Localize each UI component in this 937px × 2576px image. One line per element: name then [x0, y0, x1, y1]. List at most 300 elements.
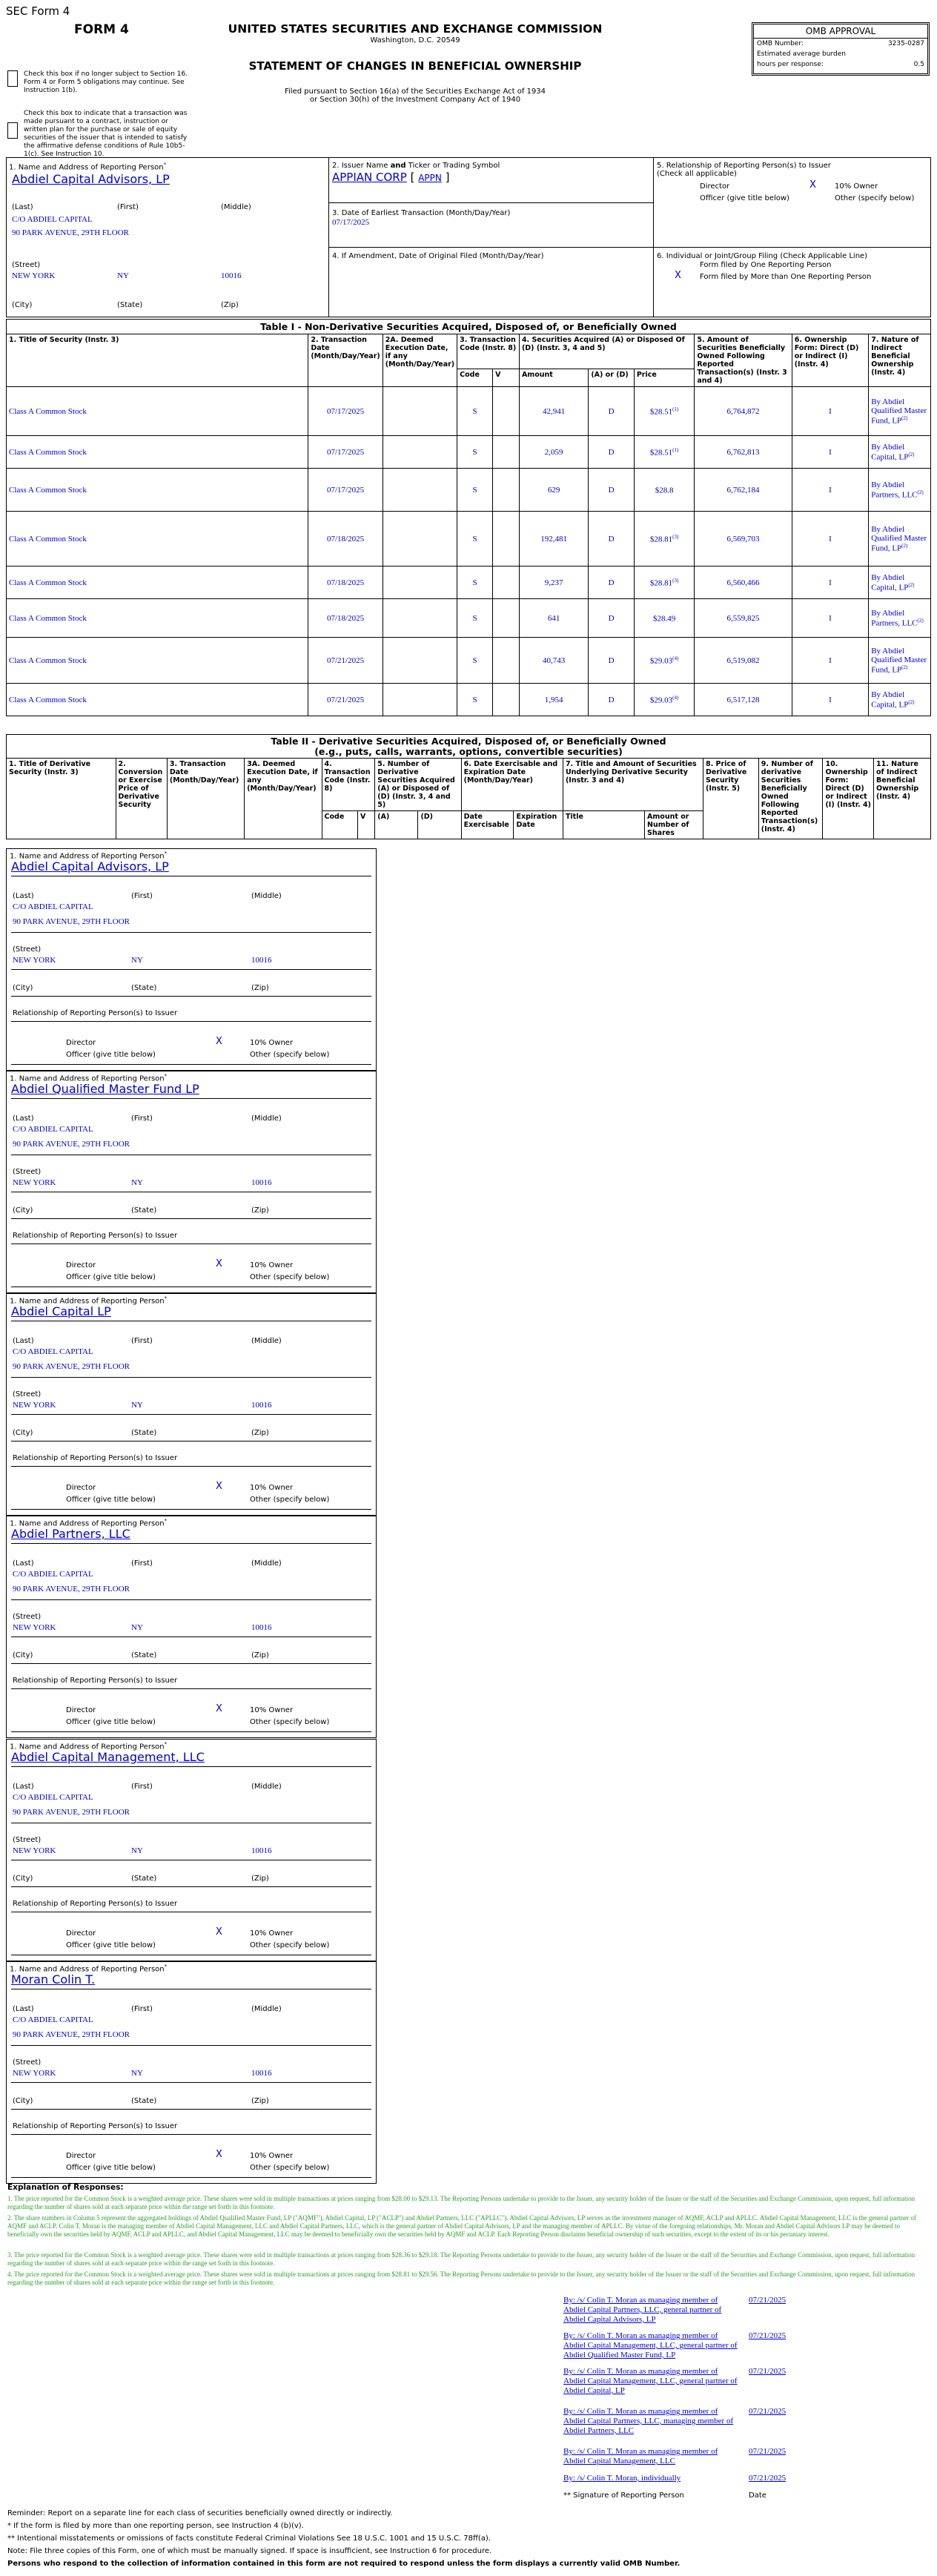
t2-h-exercisable: 6. Date Exercisable and Expiration Date (Month/Day/Year)	[461, 759, 563, 811]
rp-ten-owner: 10% Owner	[250, 1706, 294, 1714]
rp-middle-label: (Middle)	[251, 1783, 282, 1791]
cell-ownership-form-value: I	[829, 613, 832, 623]
cell-owned	[695, 387, 792, 436]
cell-security	[7, 469, 308, 512]
box1-street-label: (Street)	[12, 261, 41, 269]
box3-value: 07/17/2025	[332, 218, 370, 227]
footer-note-2: ** Intentional misstatements or omissions of facts constitute Federal Criminal Violations See 18 U.S.C. 1001 and 15 U.S.C. 78ff(a).	[7, 2534, 491, 2543]
cell-price	[634, 567, 695, 599]
rp-zip: 10016	[251, 1178, 272, 1187]
rp-person-name-link[interactable]: Abdiel Capital LP	[11, 1304, 111, 1318]
rp-first-label: (First)	[131, 892, 153, 900]
cell-code	[457, 567, 493, 599]
cell-owned-value: 6,762,813	[726, 447, 760, 457]
t1-h-form: 6. Ownership Form: Direct (D) or Indirect (I) (Instr. 4)	[792, 334, 868, 387]
cell-a-or-d	[589, 599, 635, 638]
rp-ten-owner-check: X	[216, 1703, 222, 1714]
rp-zip: 10016	[251, 1623, 272, 1632]
cell-amount-value: 192,481	[540, 534, 568, 544]
rp-city-label: (City)	[13, 1651, 33, 1659]
box1-reporting-person: 1. Name and Address of Reporting Person* Abdiel Capital Advisors, LP (Last) (First) (Middle) C/O ABDIEL CAPITAL 90 PARK AVENUE, 29TH FLOOR (Street) NEW YORK NY 10016 (City) (State) (Zip)	[6, 157, 329, 317]
footnote-ref: (2)	[901, 664, 908, 670]
omb-title: OMB APPROVAL	[754, 24, 927, 39]
cell-price-value: $28.51	[649, 448, 673, 458]
t1-h-owned: 5. Amount of Securities Beneficially Owned Following Reported Transaction(s) (Instr. 3 and 4)	[695, 334, 792, 387]
rp-officer: Officer (give title below)	[66, 1718, 156, 1726]
cell-ownership-form	[792, 599, 868, 638]
t2-h-amt-sub: Amount or Number of Shares	[645, 811, 703, 839]
rp-address-2: 90 PARK AVENUE, 29TH FLOOR	[13, 917, 130, 926]
cell-owned-value: 6,764,872	[726, 406, 760, 416]
rp-state: NY	[131, 2069, 143, 2078]
signature-date[interactable]: 07/21/2025	[749, 2296, 787, 2305]
t1-h-title: 1. Title of Security (Instr. 3)	[7, 334, 308, 387]
rp-star: *	[164, 1295, 168, 1301]
rp-relationship-label: Relationship of Reporting Person(s) to Issuer	[13, 2122, 178, 2130]
cell-security	[7, 684, 308, 716]
rp-director: Director	[66, 1929, 96, 1938]
cell-owned	[695, 567, 792, 599]
rp-relationship-label: Relationship of Reporting Person(s) to Issuer	[13, 1677, 178, 1685]
cell-ownership-form-value: I	[829, 447, 832, 457]
rp-director: Director	[66, 1484, 96, 1492]
table-row	[7, 567, 931, 599]
cell-ownership-form	[792, 567, 868, 599]
rp-address-1: C/O ABDIEL CAPITAL	[13, 1570, 93, 1579]
cell-owned	[695, 638, 792, 684]
box1-last-label: (Last)	[12, 203, 33, 211]
rp-last-label: (Last)	[13, 1114, 34, 1123]
rp-star: *	[164, 1741, 168, 1747]
rp-zip: 10016	[251, 1846, 272, 1855]
rp-address-2: 90 PARK AVENUE, 29TH FLOOR	[13, 1140, 130, 1149]
t2-h-title-sub: Title	[563, 811, 644, 839]
footnote-ref: (2)	[917, 617, 924, 624]
cell-deemed	[383, 436, 457, 469]
rp-other: Other (specify below)	[250, 2164, 330, 2172]
rp-person-name-link[interactable]: Abdiel Capital Advisors, LP	[11, 859, 169, 873]
cell-code	[457, 469, 493, 512]
cell-date	[308, 638, 383, 684]
rp-zip-label: (Zip)	[251, 1875, 269, 1883]
cell-ownership-form	[792, 436, 868, 469]
rp-ten-owner: 10% Owner	[250, 2152, 294, 2160]
cell-ownership-form-value: I	[829, 695, 832, 704]
t2-h-underlying: 7. Title and Amount of Securities Underlying Derivative Security (Instr. 3 and 4)	[563, 759, 703, 811]
cell-a-or-d-value: D	[608, 613, 615, 623]
rp-officer: Officer (give title below)	[66, 1273, 156, 1281]
signature-label: ** Signature of Reporting Person	[563, 2491, 684, 2500]
rp-state-label: (State)	[131, 1206, 157, 1215]
cell-price	[634, 387, 695, 436]
cell-code-value: S	[472, 578, 477, 587]
t2-h-exp-sub: Expiration Date	[514, 811, 563, 839]
box1-address-1: C/O ABDIEL CAPITAL	[12, 215, 93, 224]
cell-date	[308, 387, 383, 436]
t2-h-price: 8. Price of Derivative Security (Instr. 5)	[703, 759, 759, 839]
rp-other: Other (specify below)	[250, 1496, 330, 1504]
rp-director: Director	[66, 1261, 96, 1269]
cell-nature-value: By Abdiel Qualified Master Fund, LP	[871, 646, 927, 675]
cell-ownership-form-value: I	[829, 534, 832, 544]
rp-address-2: 90 PARK AVENUE, 29TH FLOOR	[13, 2030, 130, 2039]
cell-price-value: $28.8	[655, 486, 674, 495]
t2-h-owned: 9. Number of derivative Securities Beneficially Owned Following Reported Transaction(s) (Instr. 4)	[758, 759, 823, 839]
cell-v	[493, 387, 520, 436]
rp-middle-label: (Middle)	[251, 1559, 282, 1568]
rp-ten-owner: 10% Owner	[250, 1484, 294, 1492]
filed-pursuant: Filed pursuant to Section 16(a) of the Securities Exchange Act of 1934	[285, 87, 546, 96]
box6-more-check: X	[675, 270, 681, 281]
cell-owned	[695, 512, 792, 567]
cell-security	[7, 436, 308, 469]
cell-ownership-form	[792, 469, 868, 512]
box5-officer: Officer (give title below)	[700, 194, 789, 202]
footnote-ref: (4)	[672, 694, 679, 701]
table1-title: Table I - Non-Derivative Securities Acquired, Disposed of, or Beneficially Owned	[6, 319, 931, 334]
box1-state-label: (State)	[117, 301, 143, 309]
rp-officer: Officer (give title below)	[66, 1051, 156, 1059]
signature-date[interactable]: 07/21/2025	[749, 2331, 787, 2340]
rp-ten-owner-check: X	[216, 2149, 222, 2160]
rp-ten-owner-check: X	[216, 1258, 222, 1269]
footnote-ref: (2)	[901, 415, 908, 421]
cell-amount-value: 42,941	[543, 406, 566, 416]
cell-v	[493, 638, 520, 684]
t1-h-price-sub: Price	[634, 369, 695, 386]
cell-date-value: 07/21/2025	[326, 655, 365, 665]
cell-date	[308, 567, 383, 599]
rp-officer: Officer (give title below)	[66, 1496, 156, 1504]
box4-amendment	[329, 248, 654, 317]
cell-amount	[519, 387, 588, 436]
rp-star: *	[164, 1964, 168, 1969]
rp-zip: 10016	[251, 1401, 272, 1410]
cell-owned-value: 6,569,703	[726, 534, 760, 544]
rp-person-name-link[interactable]: Abdiel Qualified Master Fund LP	[11, 1082, 199, 1096]
rp-address-1: C/O ABDIEL CAPITAL	[13, 1125, 93, 1134]
omb-hours-label: hours per response:	[757, 61, 824, 68]
table-row	[7, 638, 931, 684]
cell-security-value: Class A Common Stock	[9, 695, 87, 704]
t1-h-deemed: 2A. Deemed Execution Date, if any (Month/Day/Year)	[383, 334, 457, 387]
rp-zip-label: (Zip)	[251, 2097, 269, 2105]
cell-code-value: S	[472, 485, 477, 495]
box5-label: 5. Relationship of Reporting Person(s) to Issuer	[657, 162, 831, 170]
box2-label-and: and	[390, 162, 406, 170]
cell-amount-value: 629	[547, 485, 560, 495]
reporting-person-block	[6, 1071, 377, 1293]
rp-city: NEW YORK	[13, 1623, 56, 1632]
cell-date-value: 07/18/2025	[326, 578, 365, 587]
cell-ownership-form-value: I	[829, 578, 832, 587]
cell-owned-value: 6,762,184	[726, 485, 760, 495]
t2-h-form: 10. Ownership Form: Direct (D) or Indirect (I) (Instr. 4)	[823, 759, 874, 839]
rp-first-label: (First)	[131, 1783, 153, 1791]
box1-state: NY	[117, 271, 129, 280]
table2	[6, 758, 931, 839]
footnote-ref: (3)	[672, 533, 679, 540]
t1-h-ad-sub: (A) or (D)	[589, 369, 635, 386]
rp-director: Director	[66, 1706, 96, 1714]
cell-price	[634, 512, 695, 567]
cell-a-or-d-value: D	[608, 485, 615, 495]
cell-owned-value: 6,560,466	[726, 578, 760, 587]
cell-date	[308, 436, 383, 469]
cell-owned-value: 6,517,128	[726, 695, 760, 704]
form-name: FORM 4	[74, 22, 129, 37]
rp-street-label: (Street)	[13, 1390, 42, 1398]
rp-address-1: C/O ABDIEL CAPITAL	[13, 902, 93, 911]
cell-nature	[869, 436, 931, 469]
rp-zip: 10016	[251, 956, 272, 965]
t1-h-v-sub: V	[493, 369, 520, 386]
cell-date	[308, 599, 383, 638]
footer-note-1: * If the form is filed by more than one reporting person, see Instruction 4 (b)(v).	[7, 2522, 304, 2530]
t1-h-date: 2. Transaction Date (Month/Day/Year)	[308, 334, 383, 387]
box1-city-label: (City)	[12, 301, 33, 309]
signature-text[interactable]: By: /s/ Colin T. Moran as managing member of Abdiel Capital Partners, LLC, managing member of Abdiel Partners, LLC	[563, 2407, 734, 2435]
rp-last-label: (Last)	[13, 1559, 34, 1568]
rp-ten-owner-check: X	[216, 1036, 222, 1047]
agency-title: UNITED STATES SECURITIES AND EXCHANGE COMMISSION	[228, 22, 603, 36]
signature-date[interactable]: 07/21/2025	[749, 2367, 787, 2376]
rp-city: NEW YORK	[13, 1846, 56, 1855]
checkbox-10b5-1[interactable]	[7, 122, 18, 139]
cell-ownership-form	[792, 638, 868, 684]
signature-date[interactable]: 07/21/2025	[749, 2447, 787, 2456]
rp-ten-owner: 10% Owner	[250, 1261, 294, 1269]
rp-star: *	[164, 1073, 168, 1079]
rp-other: Other (specify below)	[250, 1273, 330, 1281]
cell-v	[493, 567, 520, 599]
cell-date-value: 07/17/2025	[326, 447, 365, 457]
table1	[6, 334, 931, 716]
footnote-ref: (3)	[672, 577, 679, 584]
rp-ten-owner: 10% Owner	[250, 1039, 294, 1047]
cell-security-value: Class A Common Stock	[9, 655, 87, 665]
table2-title-block	[6, 734, 931, 759]
cell-code	[457, 638, 493, 684]
rp-person-name-link[interactable]: Abdiel Capital Management, LLC	[11, 1750, 205, 1764]
rp-city-label: (City)	[13, 1429, 33, 1437]
reporting-person-block	[6, 848, 377, 1071]
rp-middle-label: (Middle)	[251, 1114, 282, 1123]
cell-nature-value: By Abdiel Capital, LP	[871, 572, 909, 592]
cell-amount	[519, 512, 588, 567]
rp-state: NY	[131, 1623, 143, 1632]
rp-first-label: (First)	[131, 2005, 153, 2013]
cell-code	[457, 512, 493, 567]
signature-text[interactable]: By: /s/ Colin T. Moran as managing member of Abdiel Capital Management, LLC	[563, 2447, 718, 2466]
cell-nature	[869, 512, 931, 567]
rp-director: Director	[66, 1039, 96, 1047]
signature-date[interactable]: 07/21/2025	[749, 2474, 787, 2483]
signature-date-label: Date	[749, 2491, 767, 2500]
cell-price	[634, 684, 695, 716]
signature-text[interactable]: By: /s/ Colin T. Moran as managing member of Abdiel Capital Management, LLC, general partner of Abdiel Qualified Master Fund, LP	[563, 2331, 738, 2359]
reporting-person-block	[6, 1516, 377, 1738]
cell-deemed	[383, 567, 457, 599]
cell-a-or-d-value: D	[608, 534, 615, 544]
cell-date	[308, 469, 383, 512]
cell-deemed	[383, 599, 457, 638]
cell-code	[457, 436, 493, 469]
rp-relationship-label: Relationship of Reporting Person(s) to Issuer	[13, 1454, 178, 1462]
cell-v	[493, 684, 520, 716]
rp-other: Other (specify below)	[250, 1051, 330, 1059]
cell-amount	[519, 684, 588, 716]
box1-address-2: 90 PARK AVENUE, 29TH FLOOR	[12, 228, 129, 237]
cell-a-or-d	[589, 567, 635, 599]
rp-person-name-link[interactable]: Moran Colin T.	[11, 1972, 96, 1987]
cell-amount-value: 641	[547, 613, 560, 623]
rp-state-label: (State)	[131, 2097, 157, 2105]
ticker-link[interactable]: APPN	[418, 173, 442, 183]
t1-h-code: 3. Transaction Code (Instr. 8)	[457, 334, 520, 369]
rp-street-label: (Street)	[13, 1168, 42, 1176]
rp-ten-owner-check: X	[216, 1926, 222, 1938]
cell-price	[634, 599, 695, 638]
cell-ownership-form	[792, 684, 868, 716]
rp-city-label: (City)	[13, 2097, 33, 2105]
cell-date	[308, 512, 383, 567]
box6-one: Form filed by One Reporting Person	[700, 261, 832, 269]
box5-ten-owner-check: X	[809, 179, 816, 191]
rp-other: Other (specify below)	[250, 1718, 330, 1726]
box5-ten-owner: 10% Owner	[835, 182, 878, 191]
footnote-ref: (1)	[672, 446, 679, 453]
cell-nature	[869, 684, 931, 716]
rp-ten-owner-check: X	[216, 1481, 222, 1492]
rp-first-label: (First)	[131, 1337, 153, 1345]
table-row	[7, 599, 931, 638]
footnote-ref: (2)	[917, 489, 924, 495]
cell-nature-value: By Abdiel Qualified Master Fund, LP	[871, 524, 927, 553]
signature-text[interactable]: By: /s/ Colin T. Moran as managing member of Abdiel Capital Management, LLC, general partner of Abdiel Capital, LP	[563, 2367, 738, 2395]
signature-date[interactable]: 07/21/2025	[749, 2407, 787, 2416]
rp-relationship-label: Relationship of Reporting Person(s) to Issuer	[13, 1900, 178, 1908]
rp-state: NY	[131, 1178, 143, 1187]
issuer-link[interactable]: APPIAN CORP	[332, 171, 407, 184]
explanation-title: Explanation of Responses:	[7, 2183, 124, 2192]
cell-security-value: Class A Common Stock	[9, 447, 87, 457]
cell-a-or-d-value: D	[608, 578, 615, 587]
rp-zip: 10016	[251, 2069, 272, 2078]
box5-sub: (Check all applicable)	[657, 170, 737, 178]
omb-box	[752, 22, 930, 76]
cell-deemed	[383, 638, 457, 684]
cell-owned-value: 6,519,082	[726, 655, 760, 665]
cell-code	[457, 684, 493, 716]
rp-state-label: (State)	[131, 1875, 157, 1883]
rp-middle-label: (Middle)	[251, 892, 282, 900]
rp-last-label: (Last)	[13, 2005, 34, 2013]
rp-person-name-link[interactable]: Abdiel Partners, LLC	[11, 1527, 130, 1541]
cell-owned	[695, 599, 792, 638]
box6-filing	[654, 248, 931, 317]
footnote-3: 3. The price reported for the Common Stock is a weighted average price. These shares were sold in multiple transactions at prices ranging from $28.36 to $29.18. The Reporting Persons undertake to provide to the Issuer, any security holder of the Issuer or the staff of the Securities and Exchange Commission, upon request, full information regarding the number of shares sold at each separate price within the range set forth in this footnote.	[7, 2251, 916, 2267]
cell-amount-value: 1,954	[544, 695, 563, 704]
t1-h-acquired: 4. Securities Acquired (A) or Disposed Of (D) (Instr. 3, 4 and 5)	[519, 334, 694, 369]
cell-nature	[869, 387, 931, 436]
rp-state: NY	[131, 956, 143, 965]
cell-v	[493, 436, 520, 469]
table-row	[7, 387, 931, 436]
rp-city: NEW YORK	[13, 1401, 56, 1410]
cell-security	[7, 567, 308, 599]
box4-label: 4. If Amendment, Date of Original Filed (Month/Day/Year)	[332, 252, 544, 260]
cell-price-value: $28.49	[652, 614, 676, 624]
footnote-ref: (2)	[908, 699, 915, 705]
signature-text[interactable]: By: /s/ Colin T. Moran as managing member of Abdiel Capital Partners, LLC, general partner of Abdiel Capital Advisors, LP	[563, 2296, 722, 2324]
rp-relationship-label: Relationship of Reporting Person(s) to Issuer	[13, 1232, 178, 1240]
cell-a-or-d-value: D	[608, 695, 615, 704]
rp-street-label: (Street)	[13, 1613, 42, 1621]
checkbox-section16[interactable]	[7, 70, 18, 87]
cell-nature-value: By Abdiel Partners, LLC	[871, 480, 918, 500]
cell-ownership-form-value: I	[829, 406, 832, 416]
reporting-person-block	[6, 1739, 377, 1961]
rp-state: NY	[131, 1846, 143, 1855]
rp-middle-label: (Middle)	[251, 1337, 282, 1345]
signature-text[interactable]: By: /s/ Colin T. Moran, individually	[563, 2474, 681, 2483]
rp-city-label: (City)	[13, 1206, 33, 1215]
rp-other: Other (specify below)	[250, 1941, 330, 1949]
rp-relationship-label: Relationship of Reporting Person(s) to Issuer	[13, 1009, 178, 1017]
cell-price-value: $28.81	[649, 535, 673, 544]
omb-hours: 0.5	[913, 61, 924, 68]
box3-earliest-date	[329, 203, 654, 248]
rp-address-2: 90 PARK AVENUE, 29TH FLOOR	[13, 1585, 130, 1594]
cell-amount	[519, 469, 588, 512]
statement-title: STATEMENT OF CHANGES IN BENEFICIAL OWNERSHIP	[248, 59, 582, 73]
cell-a-or-d	[589, 684, 635, 716]
box5-other: Other (specify below)	[835, 194, 915, 202]
rp-street-label: (Street)	[13, 1836, 42, 1844]
cell-a-or-d	[589, 436, 635, 469]
footnote-ref: (4)	[672, 655, 679, 661]
box2-label-b: Ticker or Trading Symbol	[405, 162, 500, 170]
reporting-person-block	[6, 1293, 377, 1516]
cell-code-value: S	[472, 613, 477, 623]
cell-price-value: $28.51	[649, 407, 673, 417]
t2-h-deemed: 3A. Deemed Execution Date, if any (Month/Day/Year)	[245, 759, 322, 839]
rp-first-label: (First)	[131, 1559, 153, 1568]
rp-address-1: C/O ABDIEL CAPITAL	[13, 1793, 93, 1802]
cell-amount-value: 2,059	[544, 447, 563, 457]
cell-price-value: $28.81	[649, 578, 673, 588]
rp-label: 1. Name and Address of Reporting Person	[10, 1965, 165, 1974]
cell-nature-value: By Abdiel Qualified Master Fund, LP	[871, 397, 927, 426]
cell-v	[493, 512, 520, 567]
cell-security	[7, 387, 308, 436]
cell-nature-value: By Abdiel Capital, LP	[871, 442, 909, 462]
box1-middle-label: (Middle)	[221, 203, 251, 211]
omb-number-label: OMB Number:	[757, 40, 804, 47]
box1-city: NEW YORK	[12, 271, 56, 280]
box1-label: 1. Name and Address of Reporting Person	[9, 163, 164, 172]
box1-person-name-link[interactable]: Abdiel Capital Advisors, LP	[12, 172, 170, 186]
rp-director: Director	[66, 2152, 96, 2160]
t1-h-nature: 7. Nature of Indirect Beneficial Ownership (Instr. 4)	[869, 334, 931, 387]
rp-label: 1. Name and Address of Reporting Person	[10, 1519, 165, 1528]
bracket-close: ]	[445, 171, 450, 184]
cell-security	[7, 638, 308, 684]
cell-nature-value: By Abdiel Capital, LP	[871, 690, 909, 710]
cell-date-value: 07/17/2025	[326, 485, 365, 495]
cell-nature	[869, 567, 931, 599]
